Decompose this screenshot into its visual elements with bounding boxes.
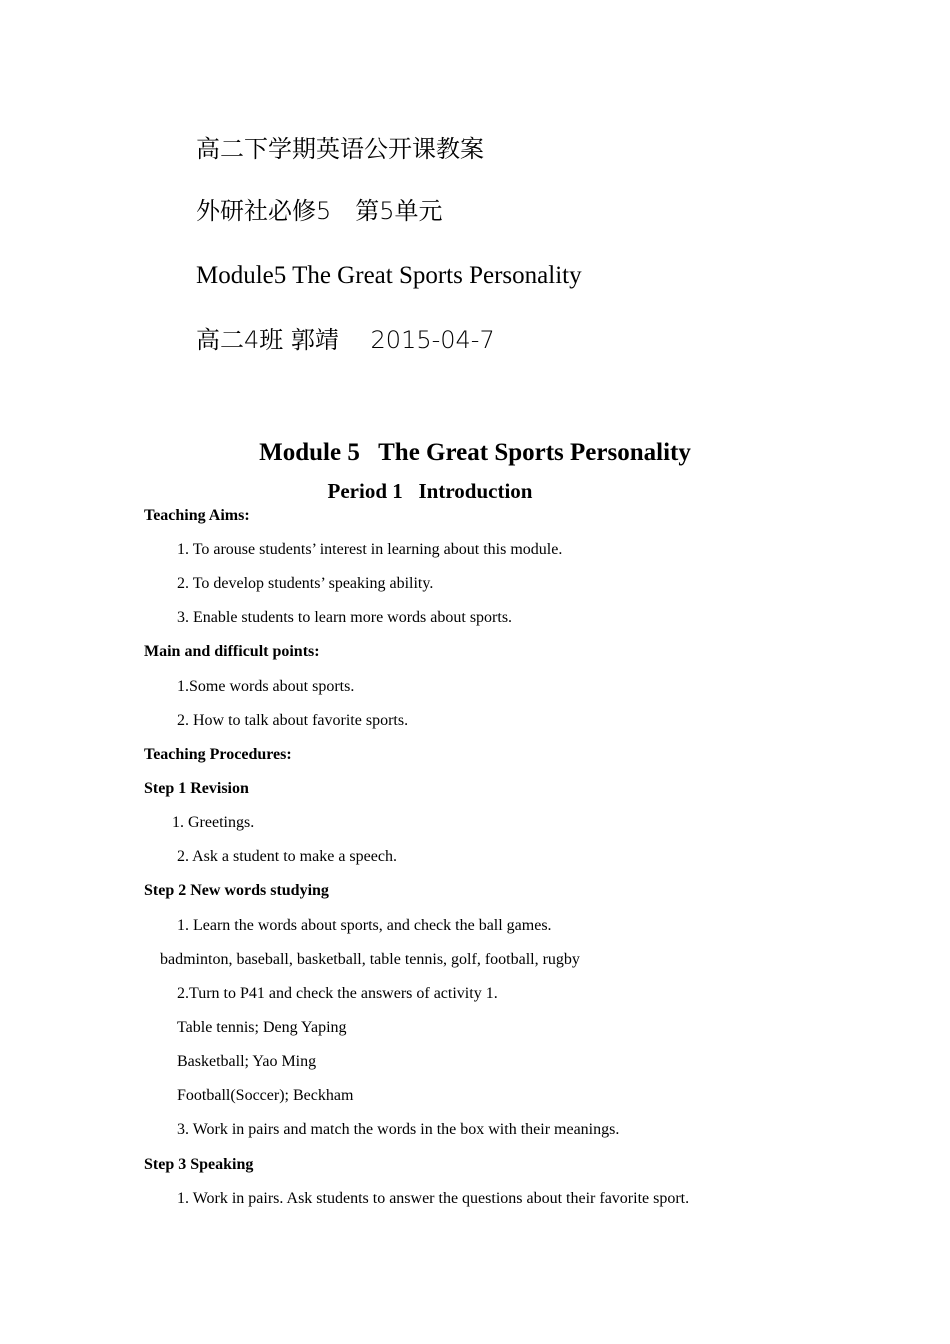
points-heading: Main and difficult points: — [144, 643, 320, 660]
step2-heading: Step 2 New words studying — [144, 882, 329, 899]
step3-heading: Step 3 Speaking — [144, 1156, 254, 1173]
step2-word-list: badminton, baseball, basketball, table tennis, golf, football, rugby — [160, 951, 580, 968]
cover-line-title: 高二下学期英语公开课教案 — [196, 135, 484, 163]
step1-heading: Step 1 Revision — [144, 780, 249, 797]
step1-item-1: 1. Greetings. — [172, 814, 255, 831]
step2-answer-1: Table tennis; Deng Yaping — [177, 1019, 347, 1036]
step2-answer-2: Basketball; Yao Ming — [177, 1053, 317, 1070]
aim-item-1: 1. To arouse students’ interest in learning about this module. — [177, 541, 563, 558]
point-item-2: 2. How to talk about favorite sports. — [177, 712, 409, 729]
step2-answer-3: Football(Soccer); Beckham — [177, 1087, 354, 1104]
lesson-title: Module 5 The Great Sports Personality — [259, 439, 691, 466]
aims-heading: Teaching Aims: — [144, 507, 250, 524]
step3-item-1: 1. Work in pairs. Ask students to answer the questions about their favorite sport. — [177, 1190, 690, 1207]
step2-item-3: 3. Work in pairs and match the words in the box with their meanings. — [177, 1121, 620, 1138]
cover-line-module: Module5 The Great Sports Personality — [196, 262, 582, 289]
step2-item-2: 2.Turn to P41 and check the answers of activity 1. — [177, 985, 498, 1002]
aim-item-3: 3. Enable students to learn more words about sports. — [177, 609, 513, 626]
cover-line-textbook: 外研社必修5 第5单元 — [196, 197, 443, 225]
procedures-heading: Teaching Procedures: — [144, 746, 292, 763]
step2-item-1: 1. Learn the words about sports, and check the ball games. — [177, 917, 552, 934]
cover-line-class-date: 高二4班 郭靖 2015-04-7 — [196, 326, 495, 354]
aim-item-2: 2. To develop students’ speaking ability. — [177, 575, 434, 592]
point-item-1: 1.Some words about sports. — [177, 678, 355, 695]
period-title: Period 1 Introduction — [327, 479, 533, 503]
step1-item-2: 2. Ask a student to make a speech. — [177, 848, 397, 865]
